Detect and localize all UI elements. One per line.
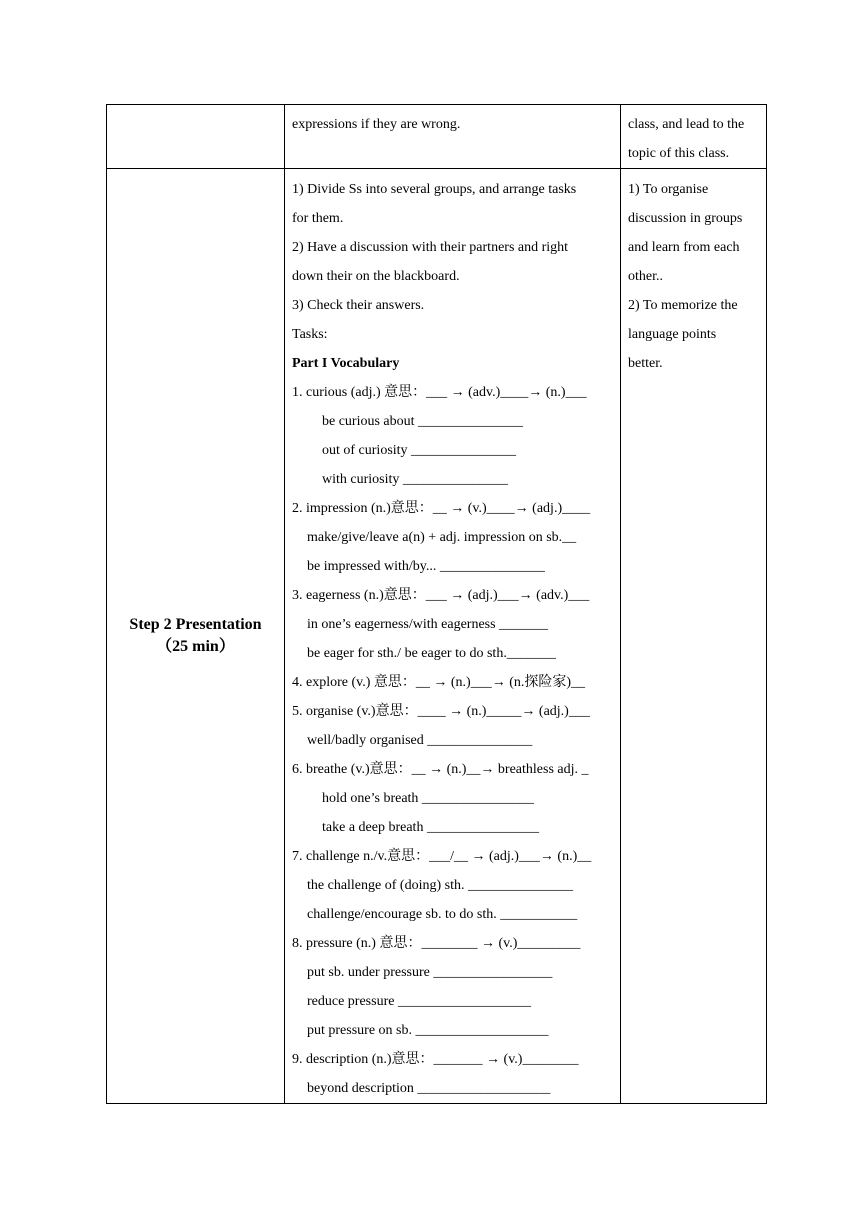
activity-line: expressions if they are wrong. [292, 117, 461, 132]
activity-line: reduce pressure ___________________ [307, 994, 531, 1009]
purpose-list [621, 169, 766, 378]
activity-list [285, 169, 620, 1103]
activity-line: challenge/encourage sb. to do sth. ___________ [307, 907, 578, 922]
activity-cell [285, 169, 621, 1104]
activity-line: 1. curious (adj.) 意思：___ → (adv.)____→ (n.)___ [292, 385, 587, 400]
activity-line: in one’s eagerness/with eagerness _______ [307, 617, 549, 632]
activity-line: put pressure on sb. ___________________ [307, 1023, 549, 1038]
step-cell [107, 169, 285, 1104]
activity-line: 4. explore (v.) 意思：__ → (n.)___→ (n.探险家)__ [292, 675, 586, 690]
purpose-line: language points [628, 327, 717, 342]
activity-cell [285, 105, 621, 169]
purpose-cell [621, 169, 767, 1104]
activity-line: 8. pressure (n.) 意思：________ → (v.)_________ [292, 936, 581, 951]
activity-line: 2) Have a discussion with their partners and right [292, 240, 569, 255]
lesson-plan-page [106, 104, 766, 1104]
activity-line: take a deep breath ________________ [322, 820, 539, 835]
activity-line: well/badly organised _______________ [307, 733, 533, 748]
activity-line: 2. impression (n.)意思：__ → (v.)____→ (adj.)____ [292, 501, 591, 516]
step-time: （25 min） [156, 638, 235, 655]
lesson-plan-table [106, 104, 767, 1104]
activity-line: for them. [292, 211, 344, 226]
activity-line: be curious about _______________ [322, 414, 524, 429]
purpose-line: 1) To organise [628, 182, 709, 197]
purpose-line: 2) To memorize the [628, 298, 738, 313]
activity-line: 3) Check their answers. [292, 298, 425, 313]
activity-line: Tasks: [292, 327, 328, 342]
activity-line: be impressed with/by... _______________ [307, 559, 545, 574]
purpose-line: better. [628, 356, 663, 371]
activity-line: be eager for sth./ be eager to do sth._______ [307, 646, 556, 661]
activity-line: 5. organise (v.)意思：____ → (n.)_____→ (adj.)___ [292, 704, 590, 719]
purpose-line: topic of this class. [628, 146, 730, 161]
activity-line: 1) Divide Ss into several groups, and arrange tasks [292, 182, 577, 197]
activity-line: down their on the blackboard. [292, 269, 460, 284]
purpose-cell [621, 105, 767, 169]
activity-line: 9. description (n.)意思：_______ → (v.)________ [292, 1052, 579, 1067]
section-heading: Part I Vocabulary [292, 356, 400, 371]
activity-line: hold one’s breath ________________ [322, 791, 534, 806]
purpose-line: and learn from each [628, 240, 740, 255]
activity-line: 3. eagerness (n.)意思：___ → (adj.)___→ (adv.)___ [292, 588, 590, 603]
step-title: Step 2 Presentation [129, 616, 262, 633]
activity-line: with curiosity _______________ [322, 472, 508, 487]
activity-line: 6. breathe (v.)意思：__ → (n.)__→ breathless adj. _ [292, 762, 589, 777]
activity-line: out of curiosity _______________ [322, 443, 517, 458]
activity-line: the challenge of (doing) sth. _______________ [307, 878, 573, 893]
purpose-line: other.. [628, 269, 663, 284]
activity-line: make/give/leave a(n) + adj. impression on sb.__ [307, 530, 577, 545]
table-row-continued [107, 105, 767, 169]
purpose-line: discussion in groups [628, 211, 743, 226]
step-cell-empty [107, 105, 285, 169]
activity-line: 7. challenge n./v.意思：___/__ → (adj.)___→ (n.)__ [292, 849, 592, 864]
table-row-step-2 [107, 169, 767, 1104]
purpose-line: class, and lead to the [628, 117, 745, 132]
activity-line: put sb. under pressure _________________ [307, 965, 553, 980]
activity-line: beyond description ___________________ [307, 1081, 551, 1096]
